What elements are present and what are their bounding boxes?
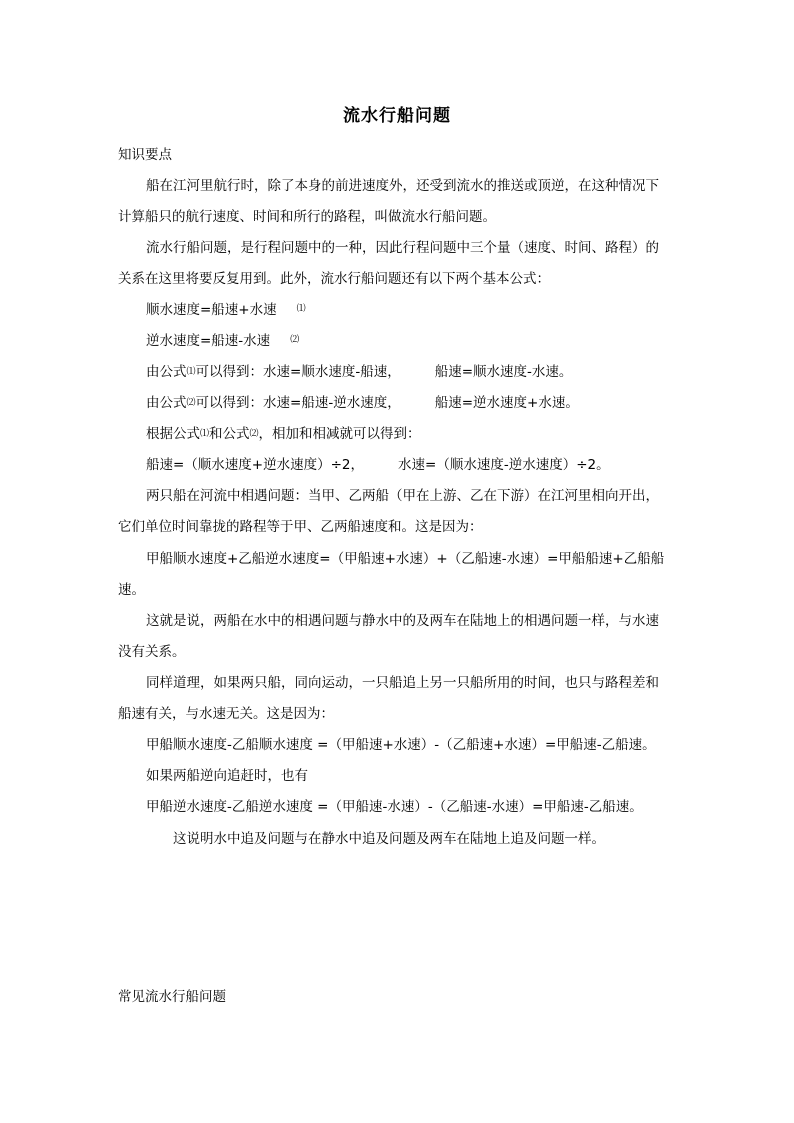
- derivation-3-mark-2: ⑵: [249, 429, 259, 439]
- paragraph-3-line-1: 两只船在河流中相遇问题：当甲、乙两船（甲在上游、乙在下游）在江河里相向开出，: [146, 488, 659, 504]
- paragraph-4-line-2: 没有关系。: [118, 644, 186, 660]
- formula-1: [146, 300, 306, 322]
- derivation-2: [146, 393, 579, 415]
- section-heading-knowledge: 知识要点: [118, 147, 172, 163]
- formula-2: [146, 331, 299, 353]
- equation-1-line-1: 甲船顺水速度+乙船逆水速度=（甲船速+水速）+（乙船速-水速）=甲船船速+乙船船: [146, 551, 665, 567]
- derivation-2-mark: ⑵: [186, 398, 196, 408]
- derivation-1-mark: ⑴: [186, 367, 196, 377]
- formula-2-text: 逆水速度=船速-水速: [146, 333, 271, 349]
- derivation-1: [146, 362, 572, 384]
- derivation-2-boat-speed: 船速=逆水速度+水速。: [434, 395, 579, 411]
- equation-3: 甲船逆水速度-乙船逆水速度 =（甲船速-水速）-（乙船速-水速）=甲船速-乙船速。: [146, 799, 643, 815]
- derivation-3-suffix: ，相加和相减就可以得到：: [258, 426, 421, 442]
- paragraph-5-line-1: 同样道理，如果两只船，同向运动，一只船追上另一只船所用的时间，也只与路程差和: [146, 675, 659, 691]
- derivation-3: [146, 424, 421, 446]
- derivation-2-water-speed: 可以得到：水速=船速-逆水速度，: [195, 395, 401, 411]
- paragraph-1-line-2: 计算船只的航行速度、时间和所行的路程，叫做流水行船问题。: [118, 209, 496, 225]
- paragraph-2-line-2: 关系在这里将要反复用到。此外，流水行船问题还有以下两个基本公式：: [118, 271, 550, 287]
- formula-1-mark: ⑴: [296, 304, 306, 314]
- paragraph-1-line-1: 船在江河里航行时，除了本身的前进速度外，还受到流水的推送或顶逆，在这种情况下: [146, 178, 659, 194]
- equation-1-line-2: 速。: [118, 582, 145, 598]
- derivation-4-water-speed: 水速=（顺水速度-逆水速度）÷2。: [398, 457, 610, 473]
- paragraph-7: 这说明水中追及问题与在静水中追及问题及两车在陆地上追及问题一样。: [173, 831, 605, 847]
- formula-2-mark: ⑵: [290, 335, 300, 345]
- derivation-1-boat-speed: 船速=顺水速度-水速。: [434, 364, 573, 380]
- equation-2: 甲船顺水速度-乙船顺水速度 =（甲船速+水速）-（乙船速+水速）=甲船速-乙船速。: [146, 737, 656, 753]
- derivation-2-prefix: 由公式: [146, 395, 187, 411]
- page-title: 流水行船问题: [343, 106, 451, 126]
- paragraph-4-line-1: 这就是说，两船在水中的相遇问题与静水中的及两车在陆地上的相遇问题一样，与水速: [146, 613, 659, 629]
- formula-1-text: 顺水速度=船速+水速: [146, 302, 277, 318]
- derivation-3-mark-1: ⑴: [200, 429, 210, 439]
- section-heading-common-problems: 常见流水行船问题: [118, 989, 226, 1005]
- derivation-4: [146, 455, 610, 475]
- paragraph-5-line-2: 船速有关，与水速无关。这是因为：: [118, 706, 334, 722]
- derivation-3-middle: 和公式: [209, 426, 250, 442]
- derivation-3-prefix: 根据公式: [146, 426, 200, 442]
- paragraph-3-line-2: 它们单位时间靠拢的路程等于甲、乙两船速度和。这是因为：: [118, 519, 483, 535]
- paragraph-2-line-1: 流水行船问题，是行程问题中的一种，因此行程问题中三个量（速度、时间、路程）的: [146, 240, 659, 256]
- derivation-1-prefix: 由公式: [146, 364, 187, 380]
- paragraph-6: 如果两船逆向追赶时，也有: [146, 768, 308, 784]
- derivation-1-water-speed: 可以得到：水速=顺水速度-船速，: [195, 364, 401, 380]
- derivation-4-boat-speed: 船速=（顺水速度+逆水速度）÷2，: [146, 457, 365, 473]
